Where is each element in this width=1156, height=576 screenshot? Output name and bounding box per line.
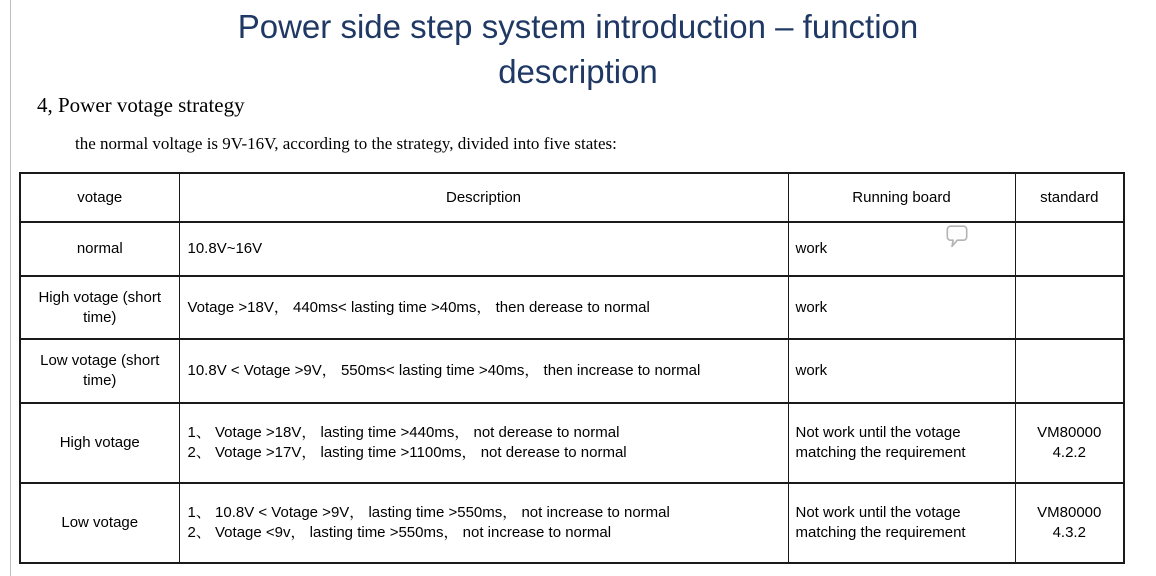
- description-line: 1、 10.8V < Votage >9V， lasting time >550ms， not increase to normal: [187, 504, 670, 521]
- description-line: 10.8V~16V: [187, 240, 263, 257]
- description-line: 2、 Votage >17V， lasting time >1100ms， not derease to normal: [187, 444, 627, 461]
- running-board-cell: [788, 222, 1015, 276]
- description-cell: [179, 222, 788, 276]
- standard-line: VM80000: [1037, 424, 1102, 441]
- voltage-state-cell: normal: [20, 222, 179, 276]
- running-board-line: work: [795, 240, 828, 257]
- table-row: [20, 403, 1124, 483]
- running-board-cell: [788, 483, 1015, 563]
- running-board-line: matching the requirement: [795, 444, 966, 461]
- running-board-line: Not work until the votage: [795, 504, 961, 521]
- page-title: [0, 4, 1156, 94]
- table-row: [20, 222, 1124, 276]
- description-line: Votage >18V， 440ms< lasting time >40ms， then derease to normal: [187, 298, 650, 316]
- running-board-cell: [788, 403, 1015, 483]
- description-cell: [179, 276, 788, 339]
- running-board-line: matching the requirement: [795, 524, 966, 541]
- voltage-strategy-table: [19, 172, 1125, 564]
- voltage-state-cell: High votage: [20, 403, 179, 483]
- header-votage: votage: [20, 173, 179, 222]
- table-row: [20, 276, 1124, 339]
- standard-line: 4.3.2: [1052, 524, 1086, 541]
- running-board-cell: [788, 339, 1015, 403]
- page-title-line1: Power side step system introduction – function: [237, 8, 919, 45]
- description-line: 2、 Votage <9v， lasting time >550ms， not increase to normal: [187, 524, 612, 541]
- section-heading: 4, Power votage strategy: [37, 93, 245, 117]
- running-board-line: work: [795, 362, 828, 379]
- intro-text: the normal voltage is 9V-16V, according to the strategy, divided into five states:: [75, 134, 617, 153]
- table-row: [20, 483, 1124, 563]
- voltage-state-cell: Low votage (short time): [20, 339, 179, 403]
- standard-cell: [1015, 222, 1124, 276]
- comment-icon[interactable]: [946, 225, 970, 252]
- standard-cell: [1015, 403, 1124, 483]
- running-board-line: Not work until the votage: [795, 424, 961, 441]
- voltage-state-cell: High votage (short time): [20, 276, 179, 339]
- table-header-row: [20, 173, 1124, 222]
- description-cell: [179, 483, 788, 563]
- page-title-line2: description: [498, 53, 658, 90]
- header-running-board: Running board: [788, 173, 1015, 222]
- standard-cell: [1015, 339, 1124, 403]
- standard-cell: [1015, 483, 1124, 563]
- running-board-line: work: [795, 298, 828, 316]
- running-board-cell: [788, 276, 1015, 339]
- table-row: [20, 339, 1124, 403]
- description-cell: [179, 339, 788, 403]
- voltage-state-cell: Low votage: [20, 483, 179, 563]
- standard-line: VM80000: [1037, 504, 1102, 521]
- standard-cell: [1015, 276, 1124, 339]
- standard-line: 4.2.2: [1052, 444, 1086, 461]
- header-standard: standard: [1015, 173, 1124, 222]
- description-cell: [179, 403, 788, 483]
- description-line: 1、 Votage >18V， lasting time >440ms， not derease to normal: [187, 424, 620, 441]
- table-body: [20, 222, 1124, 563]
- header-description: Description: [179, 173, 788, 222]
- description-line: 10.8V < Votage >9V， 550ms< lasting time >40ms， then increase to normal: [187, 362, 701, 379]
